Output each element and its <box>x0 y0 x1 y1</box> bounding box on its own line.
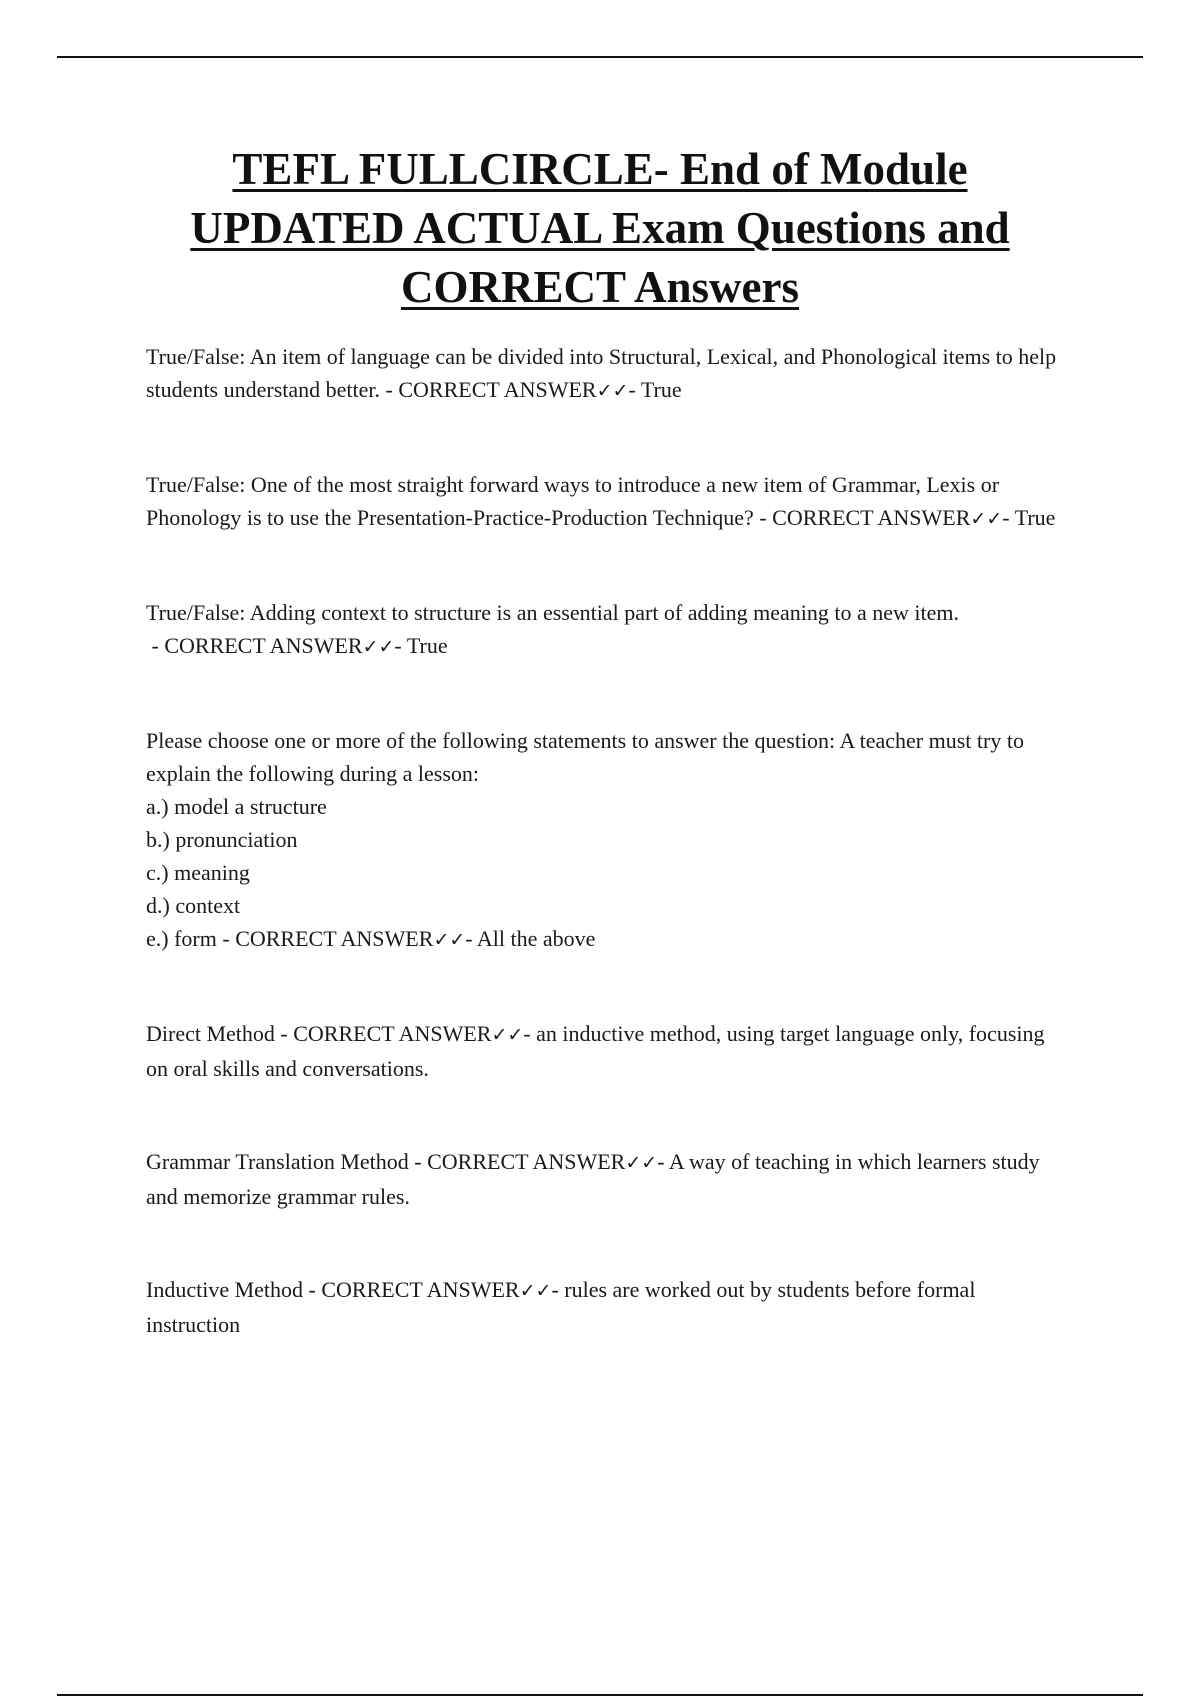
qa-item: Direct Method - CORRECT ANSWER✓✓- an inductive method, using target language only, focusing on oral skills and conversations. <box>146 1021 1045 1081</box>
answer-marker: CORRECT ANSWER <box>772 505 971 530</box>
answer-marker: CORRECT ANSWER <box>235 926 434 951</box>
answer-text: True <box>406 633 448 658</box>
question-text: True/False: Adding context to structure is an essential part of adding meaning to a new item. <box>146 600 960 625</box>
answer-marker: CORRECT ANSWER <box>427 1149 626 1174</box>
answer-marker: CORRECT ANSWER <box>164 633 363 658</box>
answer-text: rules are worked out by students before formal instruction <box>146 1277 976 1337</box>
check-marks-icon: ✓✓ <box>491 1024 524 1046</box>
check-marks-icon: ✓✓ <box>625 1152 658 1174</box>
qa-item: True/False: One of the most straight forward ways to introduce a new item of Grammar, Lexis or Phonology is to use the Presentation-Practice-Production Technique? - CORRECT ANSWER✓✓- True <box>146 472 1056 530</box>
check-marks-icon: ✓✓ <box>362 636 395 658</box>
qa-item: Grammar Translation Method - CORRECT ANSWER✓✓- A way of teaching in which learners study and memorize grammar rules. <box>146 1149 1040 1209</box>
option-item: d.) context <box>146 893 241 918</box>
answer-marker: CORRECT ANSWER <box>321 1277 520 1302</box>
title-line: TEFL FULLCIRCLE- End of Module <box>232 144 968 194</box>
answer-text: True <box>1014 505 1056 530</box>
question-text: Grammar Translation Method <box>146 1149 409 1174</box>
qa-item: True/False: Adding context to structure is an essential part of adding meaning to a new item. - CORRECT ANSWER✓✓- True <box>146 600 960 658</box>
answer-text: an inductive method, using target language only, focusing on oral skills and conversations. <box>146 1021 1045 1081</box>
check-marks-icon: ✓✓ <box>433 929 466 951</box>
qa-item: Inductive Method - CORRECT ANSWER✓✓- rules are worked out by students before formal instruction <box>146 1277 976 1337</box>
option-item: b.) pronunciation <box>146 827 298 852</box>
question-text: Inductive Method <box>146 1277 304 1302</box>
bottom-divider <box>57 1694 1143 1696</box>
option-text: e.) form <box>146 926 217 951</box>
option-item: c.) meaning <box>146 860 250 885</box>
check-marks-icon: ✓✓ <box>519 1280 552 1302</box>
top-divider <box>57 56 1143 58</box>
answer-text: All the above <box>476 926 596 951</box>
qa-list <box>146 340 1066 1341</box>
qa-item <box>146 724 1066 790</box>
question-text: Please choose one or more of the following statements to answer the question: A teacher must try to explain the following during a lesson: <box>146 728 1024 786</box>
option-item: a.) model a structure <box>146 794 327 819</box>
document-title <box>100 140 1100 317</box>
answer-marker: CORRECT ANSWER <box>293 1021 492 1046</box>
title-line: CORRECT Answers <box>401 262 799 312</box>
qa-item: True/False: An item of language can be divided into Structural, Lexical, and Phonological items to help students understand better. - CORRECT ANSWER✓✓- True <box>146 344 1057 402</box>
check-marks-icon: ✓✓ <box>596 380 629 402</box>
question-text: True/False: One of the most straight forward ways to introduce a new item of Grammar, Lexis or Phonology is to use the Presentation-Practice-Production Technique? <box>146 472 1000 530</box>
option-item-with-answer: e.) form - CORRECT ANSWER✓✓- All the above <box>146 926 596 951</box>
answer-marker: CORRECT ANSWER <box>398 377 597 402</box>
question-text: Direct Method <box>146 1021 275 1046</box>
answer-text: True <box>640 377 682 402</box>
check-marks-icon: ✓✓ <box>970 508 1003 530</box>
answer-text: A way of teaching in which learners study and memorize grammar rules. <box>146 1149 1040 1209</box>
title-line: UPDATED ACTUAL Exam Questions and <box>190 203 1010 253</box>
question-text: True/False: An item of language can be divided into Structural, Lexical, and Phonological items to help students understand better. <box>146 344 1057 402</box>
